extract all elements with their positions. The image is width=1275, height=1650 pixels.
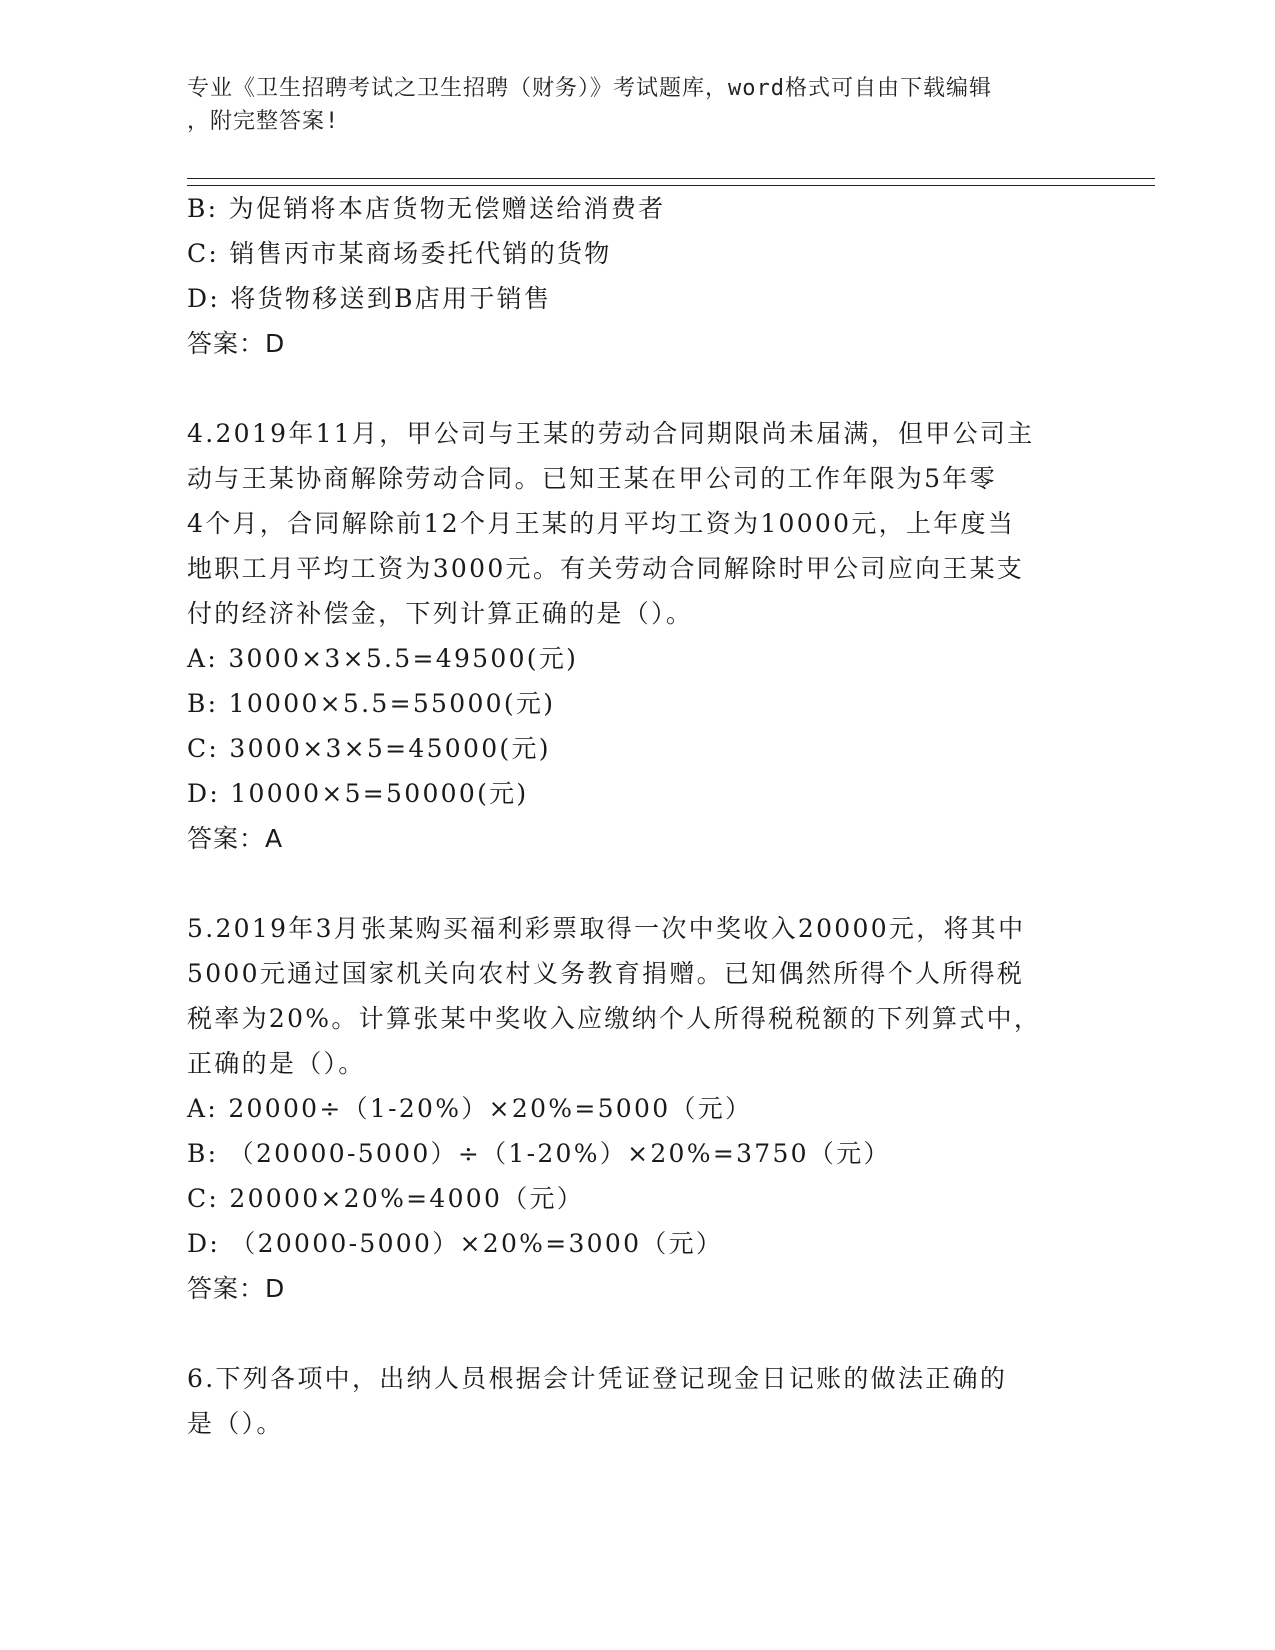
option-b: B: （20000-5000）÷（1-20%）×20%=3750（元） [187,1139,891,1168]
option-c: C: 3000×3×5=45000(元) [187,734,551,763]
question-stem-line: 税率为20%。计算张某中奖收入应缴纳个人所得税税额的下列算式中， [187,1004,1042,1033]
question-stem-line: 5.2019年3月张某购买福利彩票取得一次中奖收入20000元，将其中 [187,914,1026,943]
header-divider [187,178,1155,186]
question-stem-line: 地职工月平均工资为3000元。有关劳动合同解除时甲公司应向王某支 [187,554,1025,583]
question-3 [187,186,1087,366]
option-d: D: 将货物移送到B店用于销售 [187,284,552,313]
option-a: A: 3000×3×5.5=49500(元) [187,644,579,673]
question-stem-line: 4个月，合同解除前12个月王某的月平均工资为10000元，上年度当 [187,509,1016,538]
question-stem-line: 5000元通过国家机关向农村义务教育捐赠。已知偶然所得个人所得税 [187,959,1025,988]
option-c: C: 销售丙市某商场委托代销的货物 [187,239,612,268]
header-line-1: 专业《卫生招聘考试之卫生招聘（财务）》考试题库，word格式可自由下载编辑 [187,76,992,101]
option-c: C: 20000×20%=4000（元） [187,1184,585,1213]
option-b: B: 10000×5.5=55000(元) [187,689,556,718]
answer: 答案：D [187,1274,286,1303]
header-line-2: ，附完整答案! [187,109,340,134]
answer: 答案：A [187,824,284,853]
option-d: D: 10000×5=50000(元) [187,779,529,808]
question-stem-line: 正确的是（）。 [187,1049,366,1078]
question-6 [187,1356,1087,1446]
question-4 [187,411,1087,861]
answer: 答案：D [187,329,286,358]
question-stem-line: 4.2019年11月，甲公司与王某的劳动合同期限尚未届满，但甲公司主 [187,419,1035,448]
question-stem-line: 付的经济补偿金，下列计算正确的是（）。 [187,599,694,628]
document-header [187,72,1067,138]
question-5 [187,906,1087,1311]
question-stem-line: 是（）。 [187,1409,284,1438]
option-d: D: （20000-5000）×20%=3000（元） [187,1229,724,1258]
question-stem-line: 动与王某协商解除劳动合同。已知王某在甲公司的工作年限为5年零 [187,464,997,493]
option-a: A: 20000÷（1-20%）×20%=5000（元） [187,1094,753,1123]
option-b: B: 为促销将本店货物无偿赠送给消费者 [187,194,666,223]
question-list [187,186,1087,1446]
question-stem-line: 6.下列各项中，出纳人员根据会计凭证登记现金日记账的做法正确的 [187,1364,1008,1393]
